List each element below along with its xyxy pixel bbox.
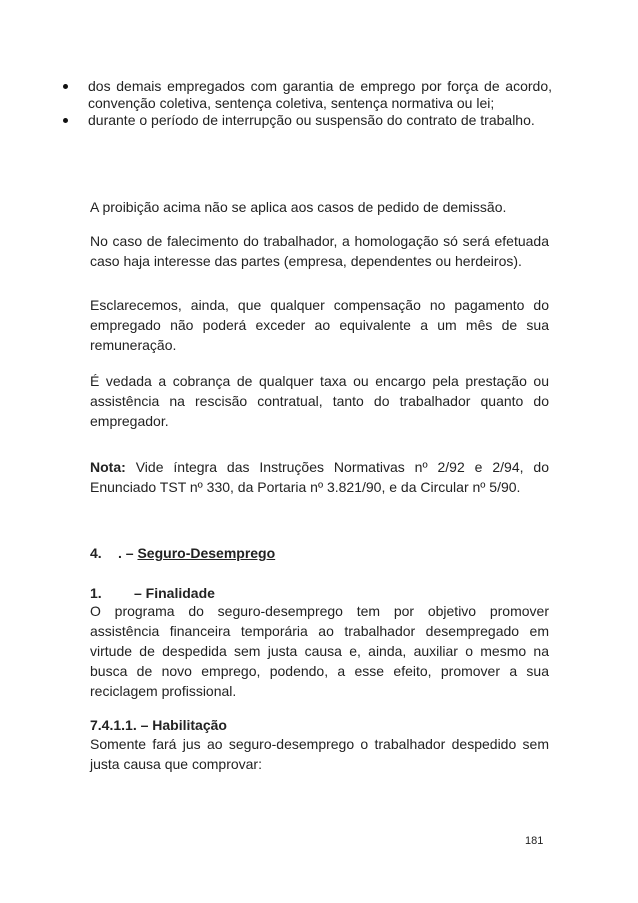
- list-item-text: dos demais empregados com garantia de emprego por força de acordo, convenção coletiva, sentença coletiva, sentença normativa ou lei;: [88, 78, 552, 111]
- section-title: Seguro-Desemprego: [137, 545, 276, 561]
- list-item-text: durante o período de interrupção ou suspensão do contrato de trabalho.: [88, 112, 535, 128]
- bullet-icon: [63, 84, 68, 89]
- paragraph: É vedada a cobrança de qualquer taxa ou encargo pela prestação ou assistência na rescisão contratual, tanto do trabalhador quanto do empregador.: [90, 373, 549, 429]
- section-heading: [90, 545, 275, 562]
- subsection-heading: [90, 585, 215, 602]
- paragraph: O programa do seguro-desemprego tem por objetivo promover assistência financeira temporária ao trabalhador desempregado em virtude de despedida sem justa causa e, ainda, auxiliar o mesmo na busca de novo emprego, podendo, a esse efeito, promover a sua reciclagem profissional.: [90, 603, 549, 699]
- subsection-title: – Finalidade: [134, 585, 215, 601]
- subsection-number: 1.: [90, 585, 102, 601]
- paragraph: A proibição acima não se aplica aos casos de pedido de demissão.: [90, 199, 507, 215]
- note-label: Nota:: [90, 459, 126, 475]
- subsection-heading: 7.4.1.1. – Habilitação: [90, 717, 227, 733]
- note-text: Vide íntegra das Instruções Normativas nº 2/92 e 2/94, do Enunciado TST nº 330, da Portaria nº 3.821/90, e da Circular nº 5/90.: [90, 459, 549, 495]
- note-paragraph: [90, 457, 549, 497]
- list-item: [62, 78, 552, 112]
- page-number: 181: [525, 835, 544, 847]
- bullet-list: [62, 78, 552, 129]
- paragraph: Somente fará jus ao seguro-desemprego o trabalhador despedido sem justa causa que comprovar:: [90, 736, 549, 772]
- paragraph: No caso de falecimento do trabalhador, a homologação só será efetuada caso haja interesse das partes (empresa, dependentes ou herdeiros).: [90, 233, 549, 269]
- section-prefix: . –: [118, 545, 134, 561]
- paragraph: Esclarecemos, ainda, que qualquer compensação no pagamento do empregado não poderá exceder ao equivalente a um mês de sua remuneração.: [90, 297, 549, 353]
- section-number: 4.: [90, 545, 102, 561]
- bullet-icon: [63, 118, 68, 123]
- list-item: [62, 112, 552, 129]
